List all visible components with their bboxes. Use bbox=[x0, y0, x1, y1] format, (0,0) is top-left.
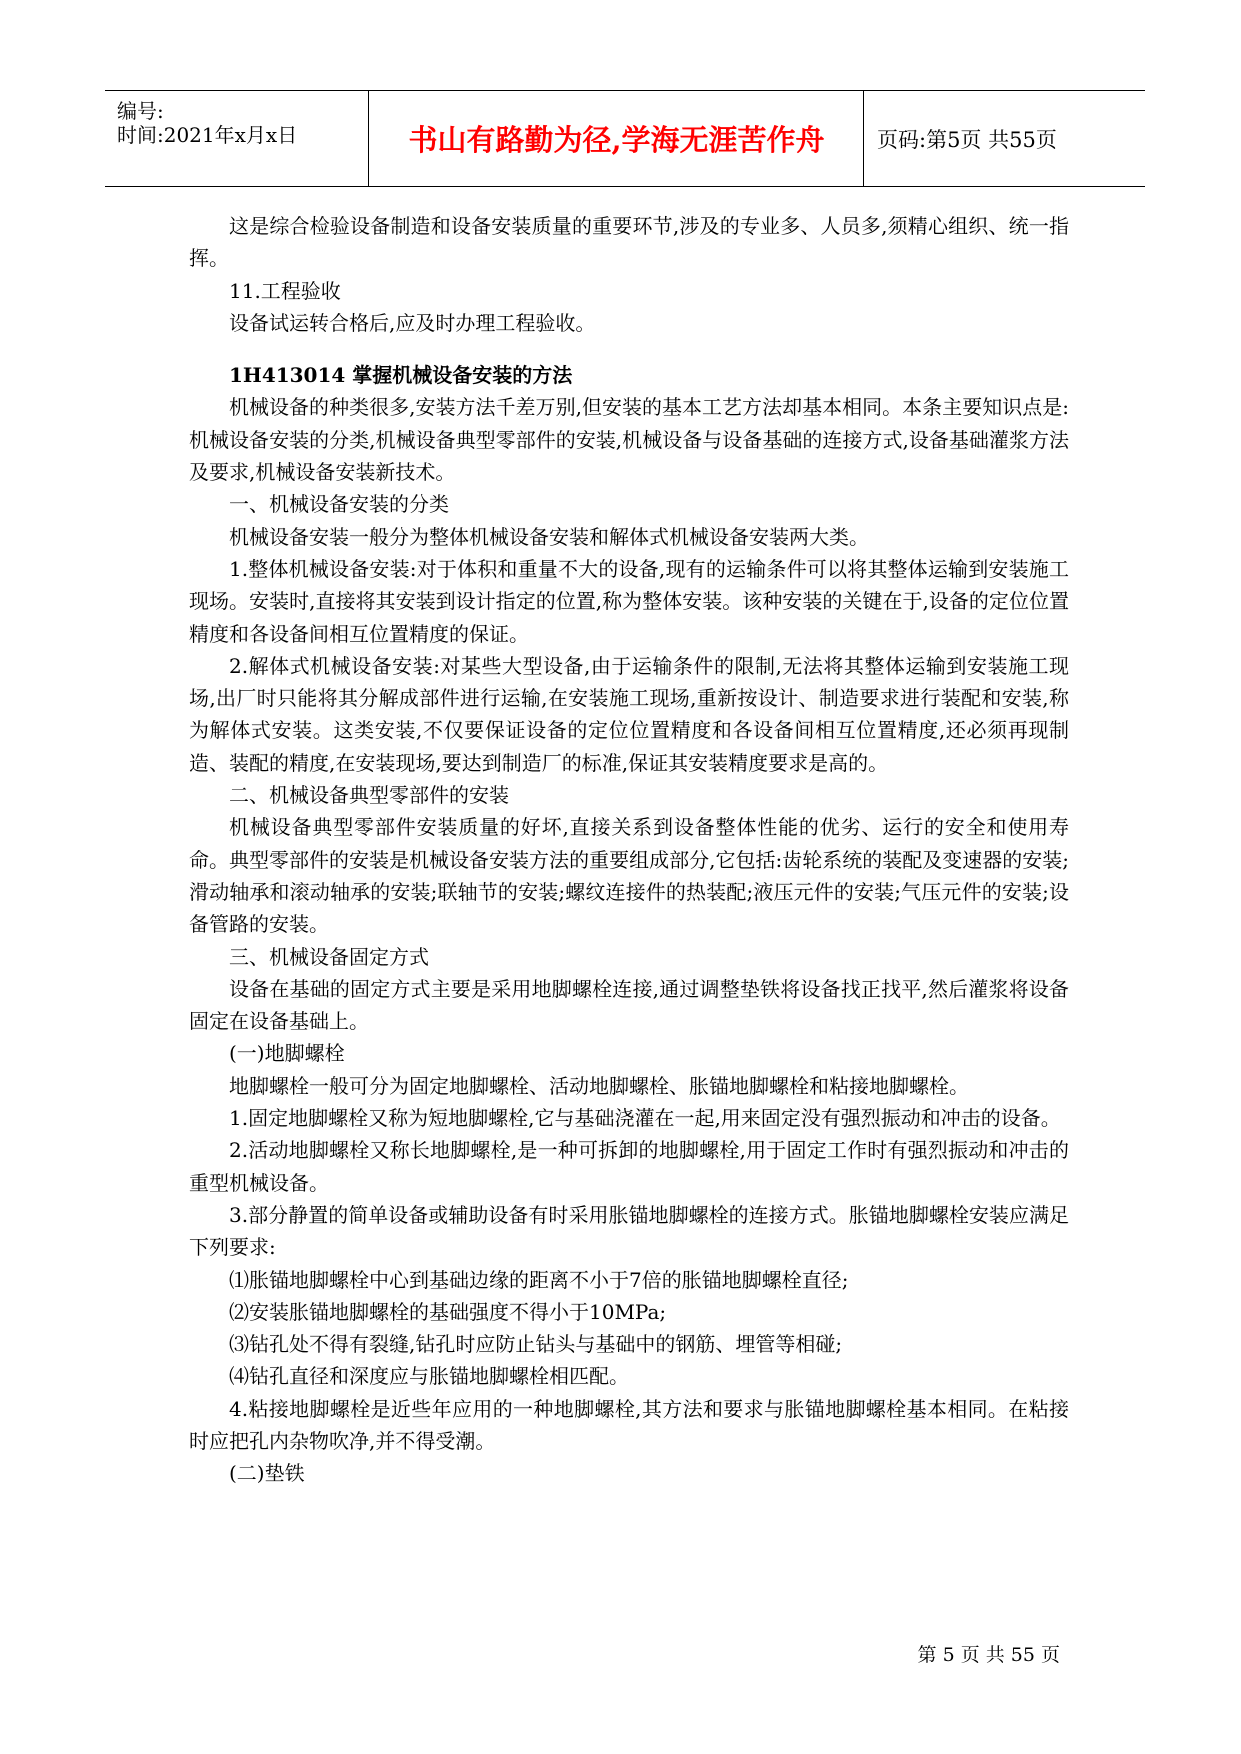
paragraph: 设备在基础的固定方式主要是采用地脚螺栓连接,通过调整垫铁将设备找正找平,然后灌浆将设备固定在设备基础上。 bbox=[189, 976, 1069, 1034]
paragraph: 4.粘接地脚螺栓是近些年应用的一种地脚螺栓,其方法和要求与胀锚地脚螺栓基本相同。在粘接时应把孔内杂物吹净,并不得受潮。 bbox=[189, 1396, 1069, 1453]
paragraph: 机械设备的种类很多,安装方法千差万别,但安装的基本工艺方法却基本相同。本条主要知识点是:机械设备安装的分类,机械设备典型零部件的安装,机械设备与设备基础的连接方式,设备基础灌浆方法及要求,机械设备安装新技术。 bbox=[189, 395, 1069, 485]
paragraph: 1.固定地脚螺栓又称为短地脚螺栓,它与基础浇灌在一起,用来固定没有强烈振动和冲击的设备。 bbox=[229, 1106, 1061, 1131]
header-motto: 书山有路勤为径,学海无涯苦作舟 bbox=[408, 123, 825, 157]
page-header bbox=[105, 90, 1145, 187]
header-page-info: 页码:第5页 共55页 bbox=[877, 128, 1057, 152]
paragraph: 2.解体式机械设备安装:对某些大型设备,由于运输条件的限制,无法将其整体运输到安装施工现场,出厂时只能将其分解成部件进行运输,在安装施工现场,重新按设计、制造要求进行装配和安装,称为解体式安装。这类安装,不仅要保证设备的定位位置精度和各设备间相互位置精度,还必须再现制造、装配的精度,在安装现场,要达到制造厂的标准,保证其安装精度要求是高的。 bbox=[189, 653, 1069, 775]
header-meta-cell bbox=[105, 91, 369, 186]
paragraph: 机械设备安装一般分为整体机械设备安装和解体式机械设备安装两大类。 bbox=[229, 524, 869, 549]
subsection-heading: 二、机械设备典型零部件的安装 bbox=[229, 783, 509, 808]
paragraph: 1.整体机械设备安装:对于体积和重量不大的设备,现有的运输条件可以将其整体运输到安装施工现场。安装时,直接将其安装到设计指定的位置,称为整体安装。该种安装的关键在于,设备的定位位置精度和各设备间相互位置精度的保证。 bbox=[189, 556, 1069, 646]
paragraph: 机械设备典型零部件安装质量的好坏,直接关系到设备整体性能的优劣、运行的安全和使用寿命。典型零部件的安装是机械设备安装方法的重要组成部分,它包括:齿轮系统的装配及变速器的安装;滑动轴承和滚动轴承的安装;联轴节的安装;螺纹连接件的热装配;液压元件的安装;气压元件的安装;设备管路的安装。 bbox=[189, 815, 1069, 937]
header-motto-cell bbox=[370, 91, 864, 186]
document-time-label: 时间:2021年x月x日 bbox=[117, 123, 298, 147]
document-body bbox=[189, 210, 1069, 1490]
list-item: ⑷钻孔直径和深度应与胀锚地脚螺栓相匹配。 bbox=[229, 1364, 629, 1389]
section-item: 11.工程验收 bbox=[229, 278, 341, 303]
list-item: ⑴胀锚地脚螺栓中心到基础边缘的距离不小于7倍的胀锚地脚螺栓直径; bbox=[229, 1267, 849, 1292]
paragraph: 这是综合检验设备制造和设备安装质量的重要环节,涉及的专业多、人员多,须精心组织、统一指挥。 bbox=[189, 214, 1069, 271]
paragraph: 地脚螺栓一般可分为固定地脚螺栓、活动地脚螺栓、胀锚地脚螺栓和粘接地脚螺栓。 bbox=[229, 1073, 969, 1098]
subsection-heading: (一)地脚螺栓 bbox=[229, 1041, 345, 1066]
subsection-heading: 三、机械设备固定方式 bbox=[229, 944, 429, 969]
document-number-label: 编号: bbox=[117, 99, 164, 123]
page-footer: 第 5 页 共 55 页 bbox=[917, 1644, 1060, 1666]
subsection-heading: 一、机械设备安装的分类 bbox=[229, 492, 449, 517]
paragraph: 3.部分静置的简单设备或辅助设备有时采用胀锚地脚螺栓的连接方式。胀锚地脚螺栓安装应满足下列要求: bbox=[189, 1202, 1069, 1260]
paragraph: 设备试运转合格后,应及时办理工程验收。 bbox=[229, 310, 596, 335]
section-heading: 1H413014 掌握机械设备安装的方法 bbox=[229, 363, 573, 388]
paragraph: 2.活动地脚螺栓又称长地脚螺栓,是一种可拆卸的地脚螺栓,用于固定工作时有强烈振动和冲击的重型机械设备。 bbox=[189, 1138, 1069, 1195]
list-item: ⑶钻孔处不得有裂缝,钻孔时应防止钻头与基础中的钢筋、埋管等相碰; bbox=[229, 1332, 843, 1357]
list-item: ⑵安装胀锚地脚螺栓的基础强度不得小于10MPa; bbox=[229, 1299, 667, 1324]
header-page-cell bbox=[865, 91, 1145, 186]
subsection-heading: (二)垫铁 bbox=[229, 1461, 305, 1486]
